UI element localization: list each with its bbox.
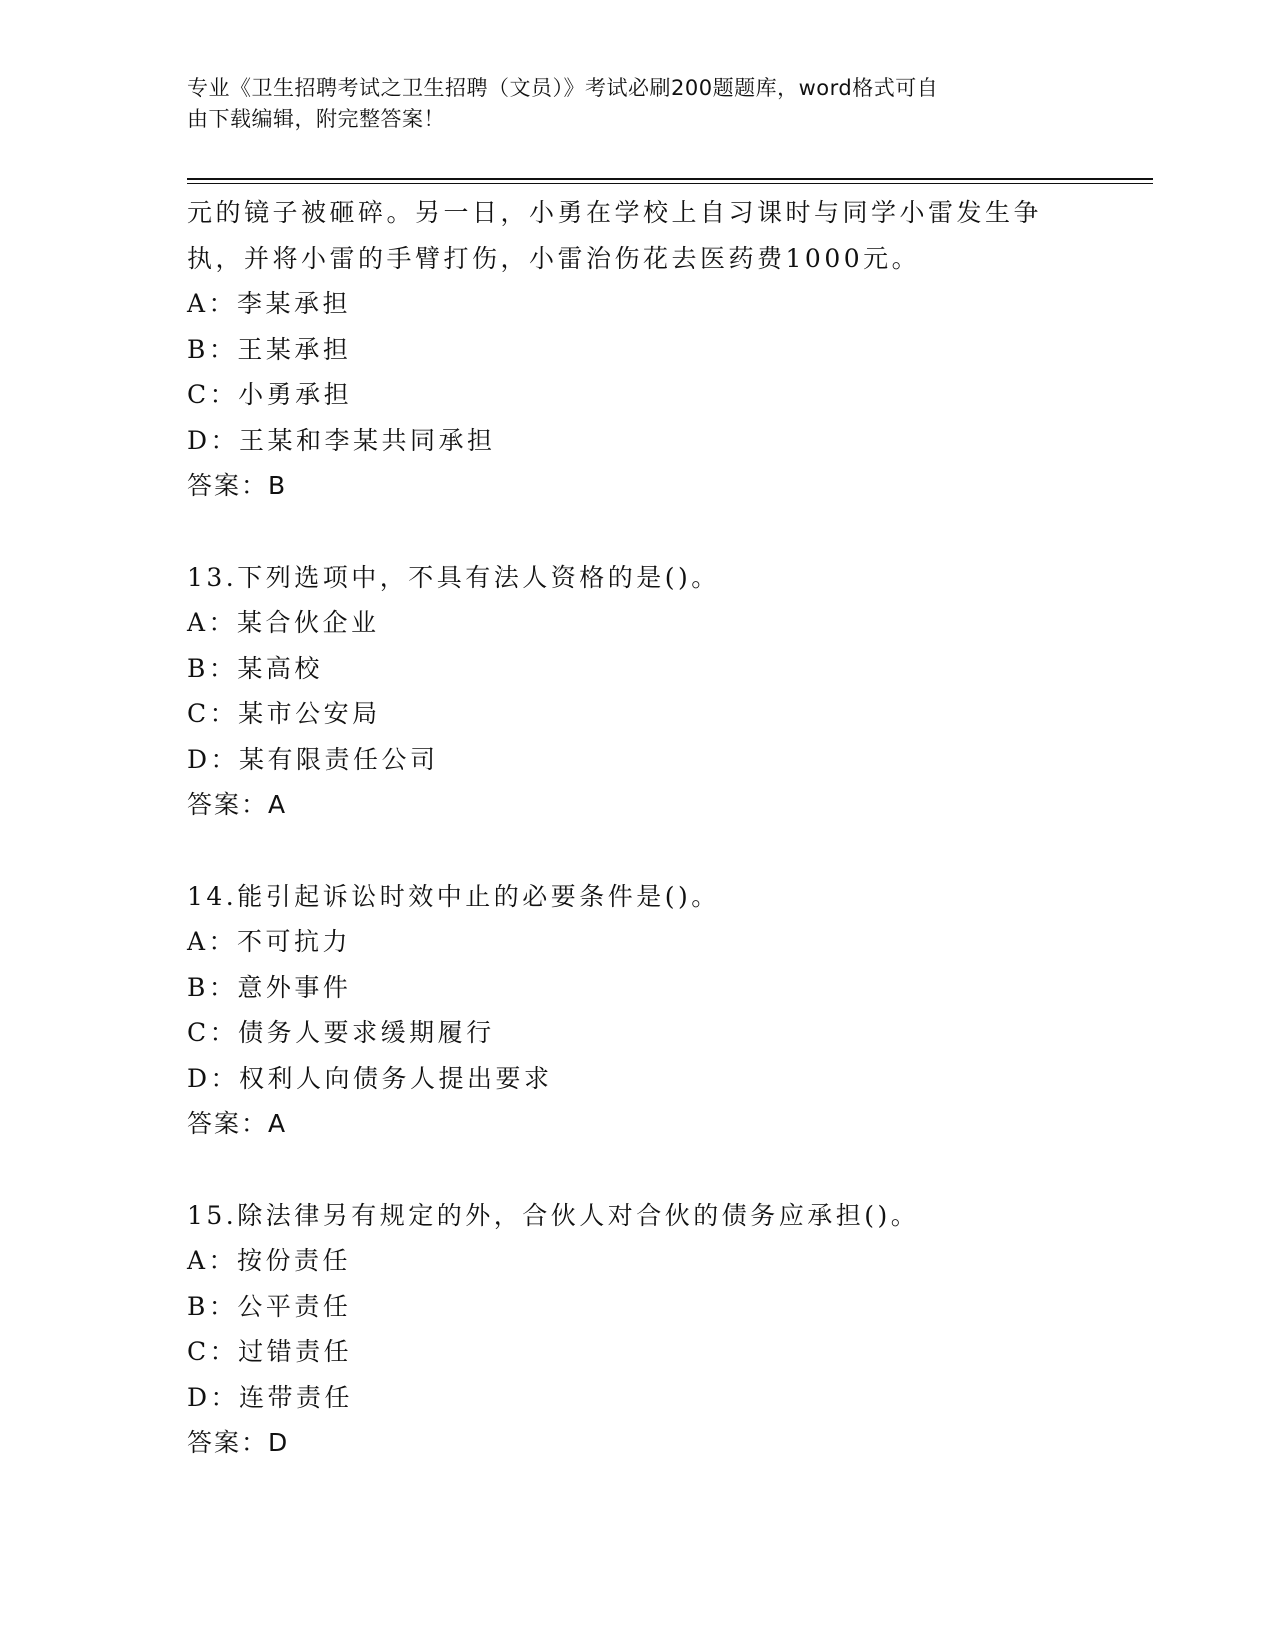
option-b: B：公平责任 — [187, 1291, 352, 1321]
option-c: C：过错责任 — [187, 1337, 353, 1366]
option-a: A：李某承担 — [187, 289, 352, 318]
option-b: B：某高校 — [187, 653, 323, 683]
question-stem: 13.下列选项中，不具有法人资格的是()。 — [187, 562, 720, 592]
question-15 — [187, 1193, 1087, 1466]
header-divider-thick — [187, 178, 1153, 180]
option-d: D：连带责任 — [187, 1382, 354, 1412]
answer-line: 答案：A — [187, 790, 288, 819]
option-c: C：债务人要求缓期履行 — [187, 1018, 495, 1047]
spacer — [187, 1147, 1087, 1193]
answer-line: 答案：A — [187, 1109, 288, 1138]
option-a: A：不可抗力 — [187, 927, 352, 956]
header-line-1: 专业《卫生招聘考试之卫生招聘（文员）》考试必刷200题题库，word格式可自 — [187, 76, 939, 100]
question-stem-line: 执，并将小雷的手臂打伤，小雷治伤花去医药费1000元。 — [187, 243, 921, 273]
question-stem: 15.除法律另有规定的外，合伙人对合伙的债务应承担()。 — [187, 1200, 920, 1230]
option-a: A：按份责任 — [187, 1246, 352, 1275]
header-divider-thin — [187, 183, 1153, 184]
spacer — [187, 828, 1087, 874]
answer-line: 答案：D — [187, 1428, 290, 1457]
option-d: D：权利人向债务人提出要求 — [187, 1063, 553, 1093]
option-b: B：王某承担 — [187, 334, 352, 364]
option-d: D：王某和李某共同承担 — [187, 425, 496, 455]
question-12-continuation — [187, 190, 1087, 509]
answer-line: 答案：B — [187, 471, 288, 500]
option-c: C：小勇承担 — [187, 380, 353, 409]
question-14 — [187, 874, 1087, 1147]
spacer — [187, 509, 1087, 555]
question-stem: 14.能引起诉讼时效中止的必要条件是()。 — [187, 881, 720, 911]
question-stem-line: 元的镜子被砸碎。另一日，小勇在学校上自习课时与同学小雷发生争 — [187, 198, 1043, 227]
option-a: A：某合伙企业 — [187, 608, 380, 637]
option-c: C：某市公安局 — [187, 699, 381, 728]
question-content — [187, 190, 1087, 1466]
document-header — [187, 73, 1067, 135]
header-line-2: 由下载编辑，附完整答案！ — [187, 107, 445, 131]
question-13 — [187, 555, 1087, 828]
option-d: D：某有限责任公司 — [187, 744, 439, 774]
option-b: B：意外事件 — [187, 972, 352, 1002]
